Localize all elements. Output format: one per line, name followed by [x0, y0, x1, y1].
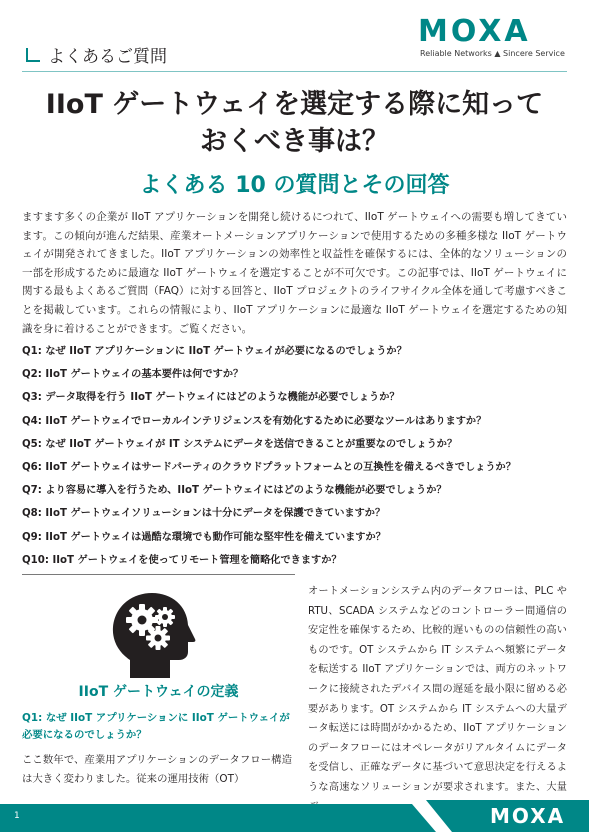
- logo-tagline: Reliable Networks ▲ Sincere Service: [420, 49, 565, 58]
- section-label: [26, 42, 226, 68]
- intro-paragraph: ますます多くの企業が IIoT アプリケーションを開発し続けるにつれて、IIoT ゲートウェイへの需要も増してきています。この傾向が進んだ結果、産業オートメーションアプリケーションで使用するための多種多様な IIoT ゲートウェイが開発されてきました。IIoT アプリケーションの効率性と収益性を確保するには、全体的なソリューションの一部を形成するために最適な IIoT ゲートウェイを選定することが不可欠です。この記事では、IIoT ゲートウェイに関する最もよくあるご質問（FAQ）に対する回答と、IIoT プロジェクトのライフサイクル全体を通して考慮すべきことを掲載しています。これらの情報により、IIoT アプリケーションに最適な IIoT ゲートウェイを選定するための知識を身に着けることができます。ご覧ください。: [22, 211, 567, 335]
- gear-head-icon: [100, 590, 200, 680]
- faq-item-q4[interactable]: Q4: IIoT ゲートウェイでローカルインテリジェンスを有効化するために必要なツールはありますか？: [22, 415, 487, 427]
- faq-item-q7[interactable]: Q7: より容易に導入を行うため、IIoT ゲートウェイにはどのような機能が必要でしょうか？: [22, 485, 447, 497]
- faq-item-q2[interactable]: Q2: IIoT ゲートウェイの基本要件は何ですか？: [22, 369, 244, 381]
- section-label-text: よくあるご質問: [48, 47, 167, 67]
- logo-wordmark: MOXA: [418, 14, 531, 49]
- right-column-body: オートメーションシステム内のデータフローは、PLC や RTU、SCADA システムなどのコントローラー間通信の安定性を確保するため、比較的遅いものの信頼性の高いものです。OT システムから IT システムへ頻繁にデータを転送する IIoT アプリケーションでは、両方のネットワークに接続されたデバイス間の遅延を最小限に留める必要があります。OT システムから IT システムへの大量データ転送には時間がかかるため、IIoT アプリケーションのデータフローにはオペレータがリアルタイムにデータを受信し、正確なデータに基づいて意思決定を行えるような高速なソリューションが要求されます。また、大量: [308, 586, 567, 793]
- title-line-1: IIoT ゲートウェイを選定する際に知って: [45, 89, 544, 120]
- section-question: Q1: なぜ IIoT アプリケーションに IIoT ゲートウェイが必要になるのでしょうか？: [22, 712, 290, 741]
- faq-list: [22, 345, 567, 577]
- page-title: [22, 86, 567, 160]
- title-line-2: おくべき事は？: [200, 126, 389, 157]
- faq-item-q9[interactable]: Q9: IIoT ゲートウェイは過酷な環境でも動作可能な堅牢性を備えていますか？: [22, 531, 386, 543]
- footer-band: [0, 800, 589, 832]
- page-subtitle: よくある 10 の質問とその回答: [139, 173, 450, 198]
- section-divider: [22, 574, 295, 575]
- faq-item-q10[interactable]: Q10: IIoT ゲートウェイを使ってリモート管理を簡略化できますか？: [22, 554, 342, 566]
- page-number: 1: [14, 811, 20, 821]
- left-column-body: ここ数年で、産業用アプリケーションのデータフロー構造は大きく変わりました。従来の運用技術（OT）: [22, 754, 292, 785]
- faq-item-q1[interactable]: Q1: なぜ IIoT アプリケーションに IIoT ゲートウェイが必要になるのでしょうか？: [22, 346, 407, 357]
- faq-item-q5[interactable]: Q5: なぜ IIoT ゲートウェイが IT システムにデータを送信できることが重要なのでしょうか？: [22, 438, 458, 450]
- faq-item-q3[interactable]: Q3: データ取得を行う IIoT ゲートウェイにはどのような機能が必要でしょうか？: [22, 392, 400, 404]
- section-heading: IIoT ゲートウェイの定義: [78, 684, 239, 700]
- faq-item-q6[interactable]: Q6: IIoT ゲートウェイはサードパーティのクラウドプラットフォームとの互換性を備えるべきでしょうか？: [22, 461, 516, 473]
- section-marker: [26, 48, 40, 62]
- footer-logo: MOXA: [490, 804, 566, 828]
- moxa-logo: [418, 14, 568, 58]
- faq-item-q8[interactable]: Q8: IIoT ゲートウェイソリューションは十分にデータを保護できていますか？: [22, 508, 386, 520]
- header-divider: [22, 71, 567, 72]
